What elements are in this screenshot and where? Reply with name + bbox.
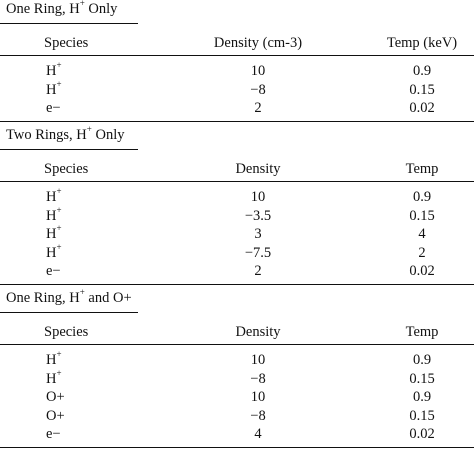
species-name: H xyxy=(46,244,57,261)
cell-species xyxy=(46,62,62,80)
species-name: H xyxy=(46,81,57,98)
species-name: H xyxy=(46,207,57,224)
temp-value: 0.15 xyxy=(409,370,435,387)
density-value: −8 xyxy=(250,81,266,98)
section-title-sup: + xyxy=(79,287,85,298)
cell-species xyxy=(46,241,62,262)
table-section xyxy=(0,289,474,450)
section-title-tail: Only xyxy=(91,127,125,143)
species-charge: + xyxy=(56,223,62,234)
section-title xyxy=(6,126,124,144)
species-charge: + xyxy=(56,186,62,197)
section-title-sup: + xyxy=(86,124,92,135)
temp-value: 4 xyxy=(418,226,426,243)
temp-value: 0.15 xyxy=(409,407,435,424)
column-header-density-text: Density (cm-3) xyxy=(213,35,303,51)
column-header-temp-text: Temp xyxy=(405,324,439,340)
section-title xyxy=(6,289,132,307)
section-title-tail: and O+ xyxy=(84,290,132,306)
species-charge: + xyxy=(56,349,62,360)
column-header-species: Species xyxy=(44,35,89,51)
temp-value: 0.9 xyxy=(412,189,432,205)
species-name: O+ xyxy=(46,389,65,406)
cell-species xyxy=(46,78,62,99)
column-header-temp-text: Temp (keV) xyxy=(386,35,458,51)
species-name: H xyxy=(46,189,57,205)
species-charge: + xyxy=(56,204,62,215)
species-name: H xyxy=(46,352,57,368)
section-title-sup: + xyxy=(79,0,85,9)
header-rule xyxy=(0,344,474,345)
temp-value: 0.9 xyxy=(412,389,432,406)
header-rule xyxy=(0,55,474,56)
species-charge: + xyxy=(56,60,62,71)
species-charge: + xyxy=(56,78,62,89)
species-charge: + xyxy=(56,241,62,252)
species-name: H xyxy=(46,226,57,243)
species-name: e− xyxy=(46,426,61,443)
table-section xyxy=(0,126,474,287)
table-section xyxy=(0,0,474,124)
cell-species xyxy=(46,262,61,280)
species-name: H xyxy=(46,370,57,387)
density-value: −7.5 xyxy=(244,244,272,261)
cell-species xyxy=(46,367,62,388)
temp-value: 0.9 xyxy=(412,352,432,368)
species-charge: + xyxy=(56,367,62,378)
temp-value: 2 xyxy=(418,244,426,261)
column-header-density-text: Density xyxy=(235,324,281,340)
title-underline xyxy=(0,149,138,150)
density-value: 4 xyxy=(254,426,262,443)
section-title-main: One Ring, H xyxy=(6,1,80,17)
temp-value: 0.02 xyxy=(409,426,435,443)
section-bottom-rule xyxy=(0,121,474,122)
density-value: 10 xyxy=(250,389,266,406)
species-name: H xyxy=(46,63,57,79)
header-rule xyxy=(0,181,474,182)
section-bottom-rule xyxy=(0,447,474,448)
temp-value: 0.9 xyxy=(412,63,432,79)
density-value: −8 xyxy=(250,407,266,424)
species-name: e− xyxy=(46,100,61,117)
cell-species xyxy=(46,99,61,117)
section-title-main: Two Rings, H xyxy=(6,127,87,143)
density-value: 2 xyxy=(254,263,262,280)
species-name: e− xyxy=(46,263,61,280)
density-value: 2 xyxy=(254,100,262,117)
temp-value: 0.15 xyxy=(409,207,435,224)
section-bottom-rule xyxy=(0,284,474,285)
temp-value: 0.15 xyxy=(409,81,435,98)
cell-species xyxy=(46,425,61,443)
temp-value: 0.02 xyxy=(409,100,435,117)
title-underline xyxy=(0,23,138,24)
column-header-species: Species xyxy=(44,324,89,340)
temp-value: 0.02 xyxy=(409,263,435,280)
density-value: 10 xyxy=(250,352,266,368)
column-header-temp-text: Temp xyxy=(405,161,439,177)
cell-species xyxy=(46,407,65,425)
density-value: 10 xyxy=(250,63,266,79)
section-title-tail: Only xyxy=(84,1,118,17)
column-header-species: Species xyxy=(44,161,89,177)
column-header-density-text: Density xyxy=(235,161,281,177)
density-value: 10 xyxy=(250,189,266,205)
cell-species xyxy=(46,225,62,243)
cell-species xyxy=(46,188,62,206)
species-name: O+ xyxy=(46,407,65,424)
cell-species xyxy=(46,351,62,369)
section-title-main: One Ring, H xyxy=(6,290,80,306)
density-value: −8 xyxy=(250,370,266,387)
density-value: 3 xyxy=(254,226,262,243)
cell-species xyxy=(46,388,65,406)
title-underline xyxy=(0,312,138,313)
cell-species xyxy=(46,204,62,225)
section-title xyxy=(6,0,117,18)
density-value: −3.5 xyxy=(244,207,272,224)
